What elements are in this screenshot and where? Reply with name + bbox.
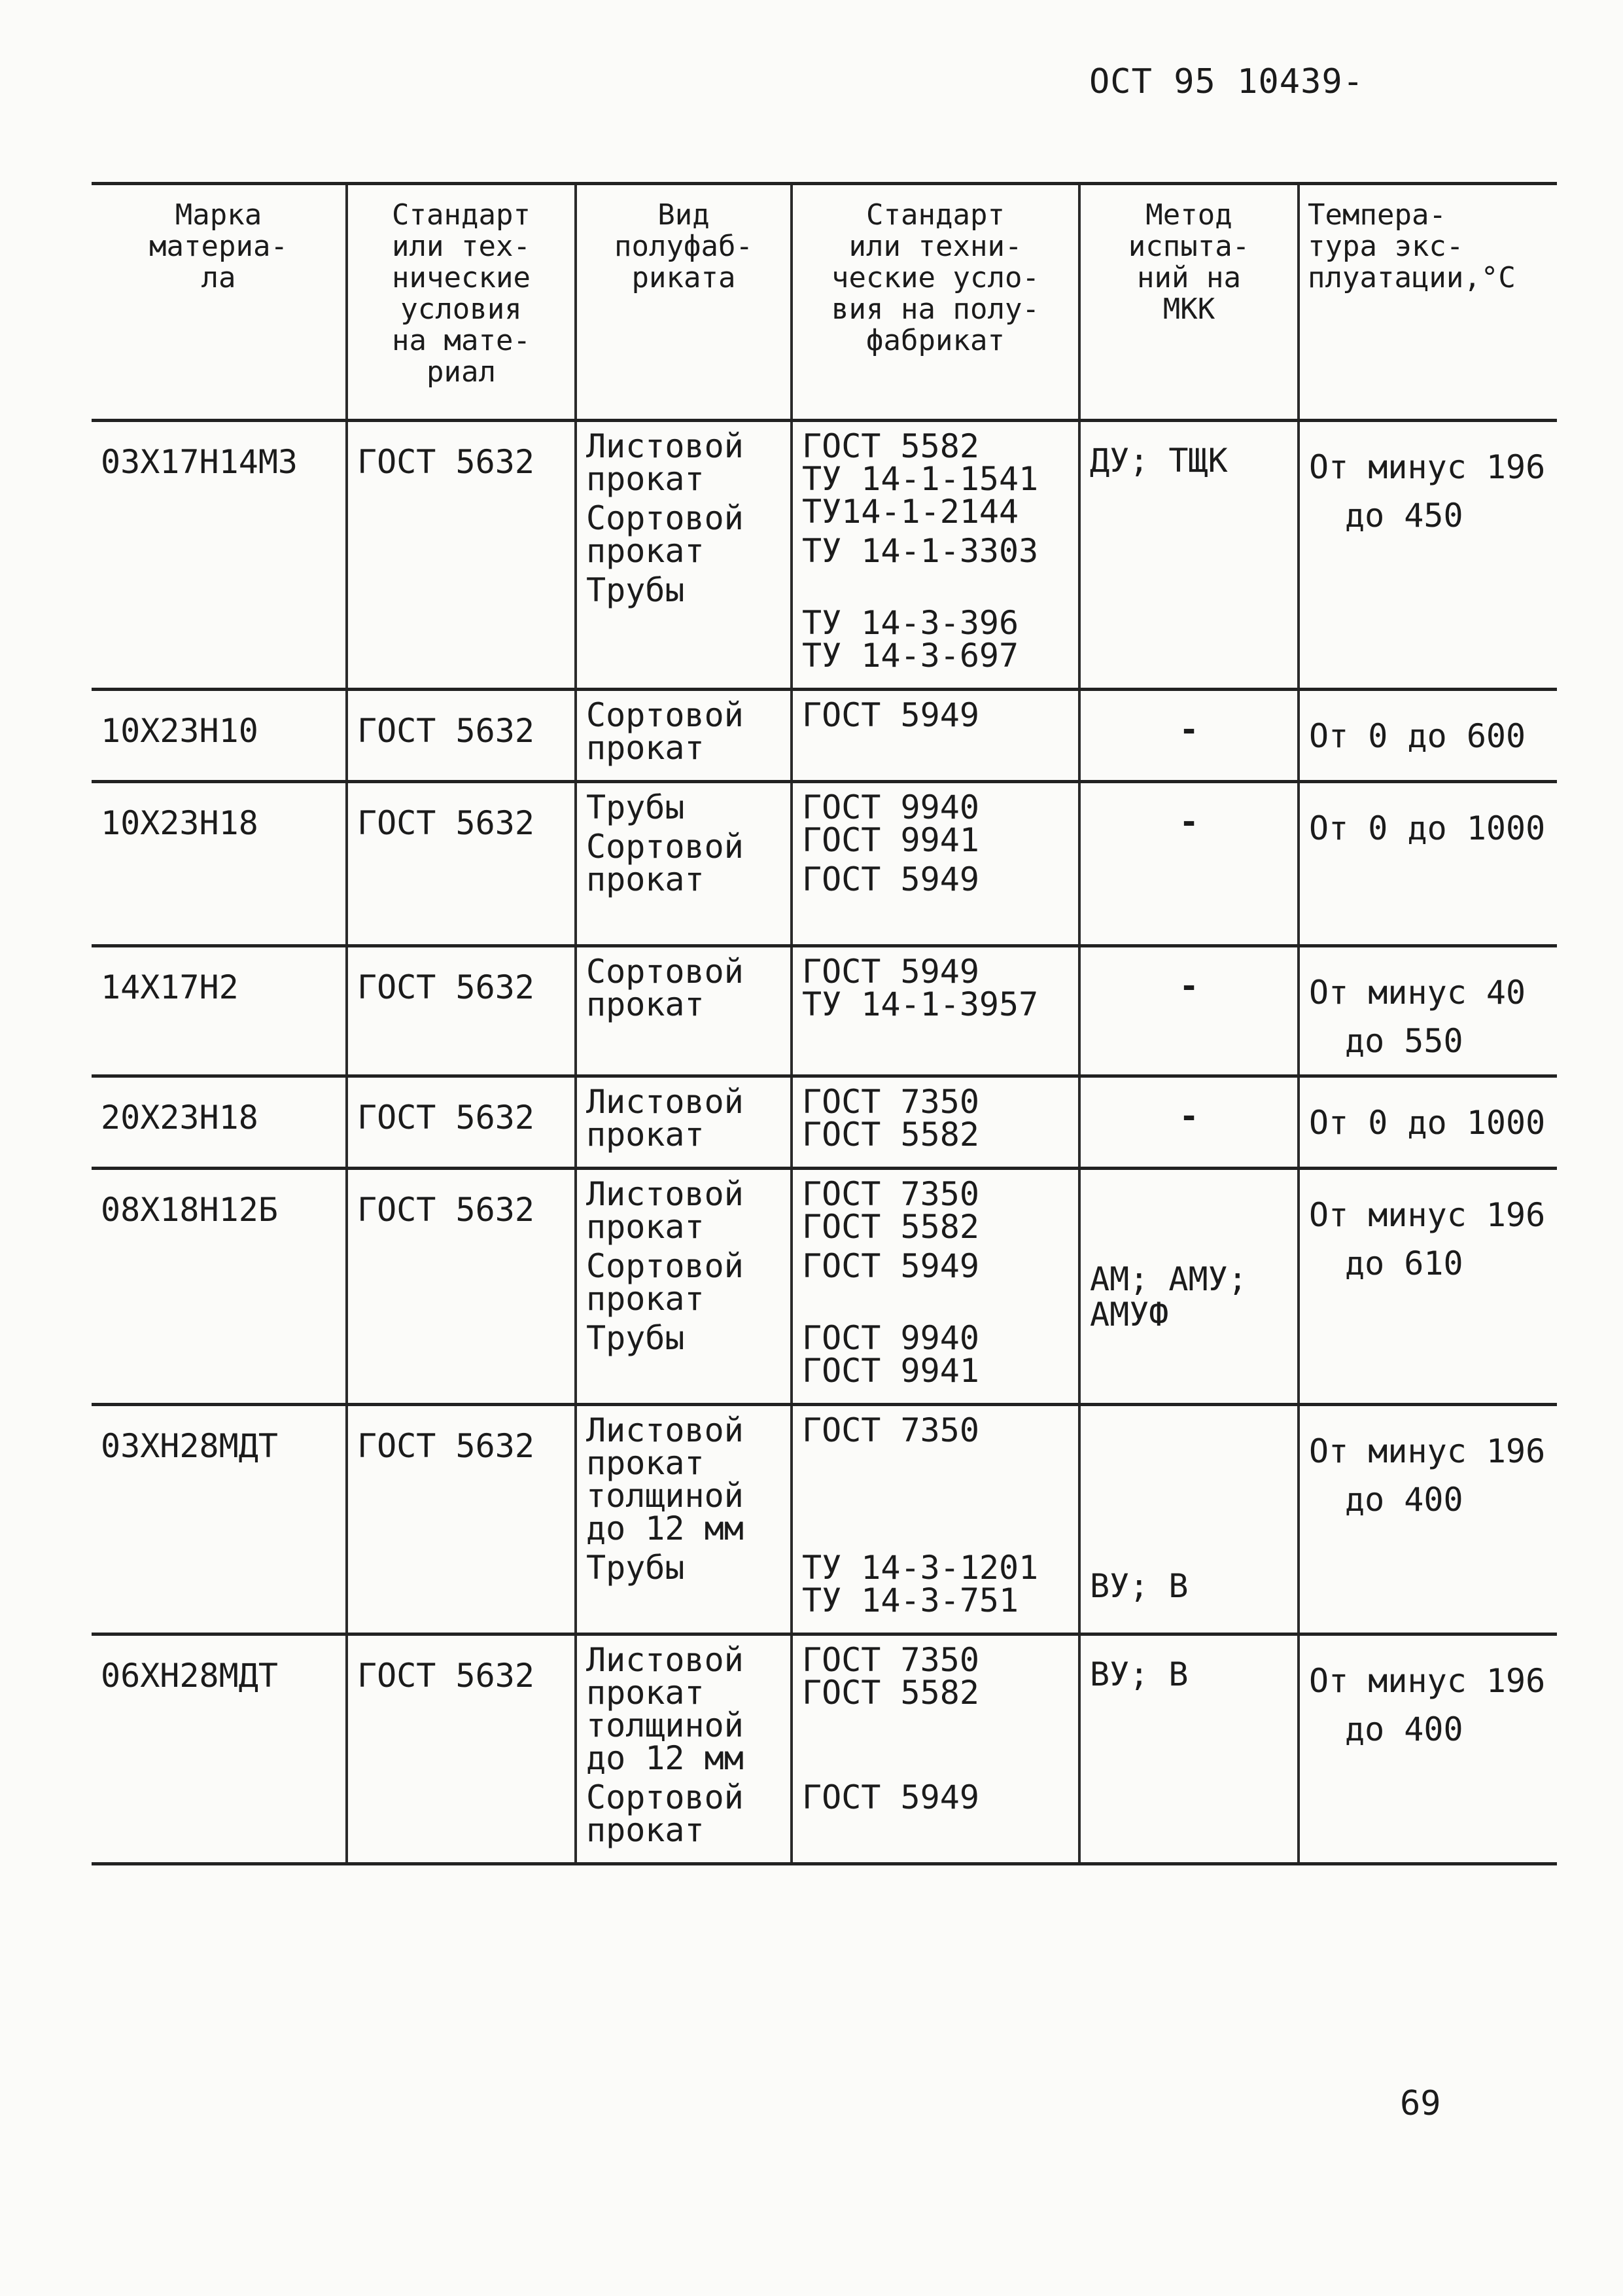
column-header-line: испыта-	[1128, 230, 1250, 263]
product-type-line: Листовой	[586, 1083, 744, 1121]
product-type	[586, 1247, 781, 1318]
temperature-cell	[1299, 421, 1557, 690]
test-method: -	[1179, 803, 1199, 841]
test-methods	[1090, 791, 1288, 839]
spacer	[802, 1742, 1069, 1775]
product-standard-cell	[792, 1405, 1079, 1634]
test-method	[1090, 1226, 1288, 1262]
material-standard: ГОСТ 5632	[357, 443, 534, 481]
test-method-cell	[1079, 1634, 1299, 1864]
product-type	[586, 830, 781, 896]
material-grade: 06ХН28МДТ	[101, 1657, 278, 1695]
table-row	[92, 946, 1557, 1076]
column-header-line: Вид	[657, 198, 710, 232]
test-method	[1090, 1191, 1288, 1226]
product-type-line: толщиной	[586, 1477, 744, 1515]
product-type-line: Листовой	[586, 427, 744, 465]
standard-reference: ОСТ 95 10439-	[1089, 62, 1364, 101]
spacer	[802, 1814, 1069, 1846]
product-standard: ТУ 14-3-396	[802, 604, 1019, 642]
product-standard-cell	[792, 1634, 1079, 1864]
test-method	[1090, 1427, 1288, 1462]
product-type-cell	[576, 690, 792, 782]
grade-cell	[92, 1634, 347, 1864]
temperature-line: От минус 196	[1309, 1662, 1546, 1700]
product-standard-group	[802, 1411, 1069, 1545]
product-type	[586, 1549, 781, 1587]
column-header	[92, 184, 347, 421]
product-type-line: прокат	[586, 1674, 705, 1712]
material-standard: ГОСТ 5632	[357, 712, 534, 750]
column-header-line: ний на	[1137, 261, 1241, 294]
product-standard-cell	[792, 421, 1079, 690]
table-row	[92, 690, 1557, 782]
grade-cell	[92, 782, 347, 946]
materials-table	[92, 182, 1557, 1865]
product-standard-group	[802, 604, 1069, 675]
product-standard: ТУ 14-1-3303	[802, 532, 1039, 570]
table-row	[92, 1169, 1557, 1405]
spacer	[802, 567, 1069, 600]
temperature-cell	[1299, 1405, 1557, 1634]
product-standard-group	[802, 1778, 1069, 1846]
column-header-line: Метод	[1145, 198, 1232, 232]
product-standard: ТУ 14-1-3957	[802, 985, 1039, 1023]
product-type-cell	[576, 1169, 792, 1405]
test-methods	[1090, 1178, 1288, 1332]
product-standard: ТУ 14-3-1201	[802, 1549, 1039, 1587]
material-standard: ГОСТ 5632	[357, 968, 534, 1006]
product-standard-cell	[792, 782, 1079, 946]
test-method: -	[1179, 711, 1199, 749]
column-header	[1079, 184, 1299, 421]
material-grade: 10Х23Н10	[101, 712, 258, 750]
product-type-line: Сортовой	[586, 828, 744, 866]
product-standard: ГОСТ 7350	[802, 1083, 979, 1121]
spacer	[802, 1447, 1069, 1479]
product-type-line: Листовой	[586, 1175, 744, 1213]
material-grade: 14Х17Н2	[101, 968, 239, 1006]
product-type-line: Трубы	[586, 1319, 685, 1357]
product-type-line: прокат	[586, 860, 705, 898]
operating-temperature	[1309, 955, 1548, 1065]
temperature-cell	[1299, 1634, 1557, 1864]
material-standard-cell	[347, 421, 576, 690]
temperature-line: От минус 196	[1309, 448, 1546, 486]
test-method-cell	[1079, 690, 1299, 782]
product-type-cell	[576, 782, 792, 946]
product-type-cell	[576, 1076, 792, 1169]
test-methods	[1090, 699, 1288, 747]
grade-cell	[92, 946, 347, 1076]
product-standard: ТУ 14-3-697	[802, 637, 1019, 675]
grade-cell	[92, 421, 347, 690]
test-method-cell	[1079, 1405, 1299, 1634]
page-number: 69	[1400, 2084, 1441, 2123]
column-header-line: риката	[631, 261, 736, 294]
column-header-line: полуфаб-	[614, 230, 753, 263]
column-header	[576, 184, 792, 421]
product-type-line: Трубы	[586, 788, 685, 826]
column-header-line: на мате-	[392, 324, 531, 357]
product-standard: ГОСТ 5949	[802, 1778, 979, 1816]
product-standard-cell	[792, 690, 1079, 782]
temperature-line: От минус 196	[1309, 1196, 1546, 1234]
product-type	[586, 1641, 781, 1777]
table-row	[92, 1634, 1557, 1864]
product-type	[586, 955, 781, 1021]
test-method: -	[1179, 967, 1199, 1005]
product-standard: ГОСТ 5949	[802, 860, 979, 898]
temperature-line: до 550	[1345, 1022, 1463, 1060]
operating-temperature	[1309, 1178, 1548, 1288]
test-method: ВУ; В	[1090, 1655, 1189, 1693]
product-standard: ГОСТ 7350	[802, 1175, 979, 1213]
product-standard: ГОСТ 5949	[802, 953, 979, 991]
product-standard: ГОСТ 9941	[802, 821, 979, 859]
test-method: АМ; АМУ;	[1090, 1260, 1248, 1298]
material-standard: ГОСТ 5632	[357, 1099, 534, 1137]
product-type	[586, 788, 781, 826]
spacer	[802, 1479, 1069, 1512]
product-standard-cell	[792, 1169, 1079, 1405]
column-header-line: Темпера-	[1308, 198, 1446, 232]
material-standard: ГОСТ 5632	[357, 1427, 534, 1465]
table-body	[92, 421, 1557, 1864]
table-row	[92, 1405, 1557, 1634]
product-standard: ТУ 14-3-751	[802, 1581, 1019, 1619]
temperature-cell	[1299, 782, 1557, 946]
temperature-line: до 400	[1345, 1710, 1463, 1748]
test-methods	[1090, 1414, 1288, 1604]
product-type-line: прокат	[586, 729, 705, 767]
column-header-line: ческие усло-	[831, 261, 1039, 294]
grade-cell	[92, 1405, 347, 1634]
operating-temperature	[1309, 791, 1548, 853]
product-standard: ТУ 14-1-1541	[802, 460, 1039, 498]
product-type	[586, 1175, 781, 1246]
test-methods	[1090, 955, 1288, 1004]
test-method	[1090, 1498, 1288, 1533]
temperature-cell	[1299, 946, 1557, 1076]
product-type-line: Сортовой	[586, 1778, 744, 1816]
temperature-cell	[1299, 1076, 1557, 1169]
operating-temperature	[1309, 1414, 1548, 1524]
product-standard: ГОСТ 9940	[802, 1319, 979, 1357]
product-type	[586, 499, 781, 570]
product-type	[586, 1778, 781, 1849]
test-method: ДУ; ТЩК	[1090, 442, 1228, 480]
test-method: -	[1179, 1097, 1199, 1135]
grade-cell	[92, 690, 347, 782]
test-method-cell	[1079, 1076, 1299, 1169]
test-methods	[1090, 430, 1288, 478]
product-standard: ГОСТ 5582	[802, 1116, 979, 1154]
operating-temperature	[1309, 699, 1548, 760]
table-row	[92, 1076, 1557, 1169]
product-standard: ГОСТ 7350	[802, 1411, 979, 1449]
product-type-line: толщиной	[586, 1706, 744, 1744]
material-standard-cell	[347, 1405, 576, 1634]
material-grade: 03ХН28МДТ	[101, 1427, 278, 1465]
table-row	[92, 782, 1557, 946]
spacer	[802, 1512, 1069, 1545]
product-standard-group	[802, 1083, 1069, 1154]
material-standard: ГОСТ 5632	[357, 1657, 534, 1695]
material-standard-cell	[347, 1169, 576, 1405]
temperature-line: От 0 до 1000	[1309, 1104, 1546, 1142]
product-standard: ГОСТ 9941	[802, 1352, 979, 1390]
test-method-cell	[1079, 421, 1299, 690]
product-type-line: прокат	[586, 1811, 705, 1849]
product-type-line: Листовой	[586, 1411, 744, 1449]
column-header-line: фабрикат	[866, 324, 1005, 357]
material-standard-cell	[347, 946, 576, 1076]
product-standard: ГОСТ 5582	[802, 1674, 979, 1712]
temperature-line: до 610	[1345, 1245, 1463, 1282]
product-type-line: Сортовой	[586, 1247, 744, 1285]
product-type-line: прокат	[586, 985, 705, 1023]
column-header-line: тура экс-	[1308, 230, 1464, 263]
operating-temperature	[1309, 1644, 1548, 1754]
test-methods	[1090, 1086, 1288, 1134]
product-standard: ГОСТ 7350	[802, 1641, 979, 1679]
grade-cell	[92, 1076, 347, 1169]
test-method-cell	[1079, 1169, 1299, 1405]
product-standard: ТУ14-1-2144	[802, 493, 1019, 531]
product-standard: ГОСТ 5582	[802, 1208, 979, 1246]
product-type-line: прокат	[586, 1208, 705, 1246]
column-header-line: вия на полу-	[831, 292, 1039, 326]
material-grade: 10Х23Н18	[101, 804, 258, 842]
product-type-line: прокат	[586, 1280, 705, 1318]
material-grade: 20Х23Н18	[101, 1099, 258, 1137]
column-header-line: Стандарт	[392, 198, 531, 232]
column-header-line: риал	[427, 355, 496, 389]
product-type-line: Сортовой	[586, 696, 744, 734]
temperature-cell	[1299, 690, 1557, 782]
column-header-line: или техни-	[848, 230, 1022, 263]
product-type	[586, 1083, 781, 1154]
material-standard: ГОСТ 5632	[357, 804, 534, 842]
product-type-cell	[576, 946, 792, 1076]
product-standard: ГОСТ 9940	[802, 788, 979, 826]
column-header-line: или тех-	[392, 230, 531, 263]
material-standard-cell	[347, 782, 576, 946]
operating-temperature	[1309, 430, 1548, 540]
spacer	[802, 1709, 1069, 1742]
spacer	[802, 896, 1069, 928]
test-method	[1090, 1462, 1288, 1498]
material-standard: ГОСТ 5632	[357, 1191, 534, 1229]
product-standard-cell	[792, 1076, 1079, 1169]
table-header-row	[92, 184, 1557, 421]
column-header-line: ла	[201, 261, 236, 294]
column-header	[792, 184, 1079, 421]
product-type	[586, 1319, 781, 1357]
product-standard-group	[802, 955, 1069, 1021]
product-standard-group	[802, 1247, 1069, 1315]
product-standard-group	[802, 788, 1069, 859]
product-standard-group	[802, 1175, 1069, 1246]
material-standard-cell	[347, 690, 576, 782]
product-standard-group	[802, 1641, 1069, 1775]
column-header-line: нические	[392, 261, 531, 294]
product-type-line: прокат	[586, 1444, 705, 1482]
material-standard-cell	[347, 1634, 576, 1864]
temperature-line: От минус 196	[1309, 1432, 1546, 1470]
product-standard-cell	[792, 946, 1079, 1076]
product-type	[586, 696, 781, 767]
product-type-line: Трубы	[586, 571, 685, 609]
product-standard-group	[802, 696, 1069, 764]
material-grade: 03Х17Н14М3	[101, 443, 298, 481]
product-type	[586, 427, 781, 498]
product-type	[586, 571, 781, 609]
column-header-line: условия	[400, 292, 522, 326]
product-type-line: до 12 мм	[586, 1510, 744, 1547]
temperature-line: до 450	[1345, 497, 1463, 535]
temperature-line: до 400	[1345, 1481, 1463, 1519]
column-header-line: МКК	[1162, 292, 1215, 326]
product-type-line: Трубы	[586, 1549, 685, 1587]
product-standard-group	[802, 1551, 1069, 1617]
column-header	[1299, 184, 1557, 421]
product-type-cell	[576, 1405, 792, 1634]
test-method-cell	[1079, 946, 1299, 1076]
product-type-line: до 12 мм	[586, 1739, 744, 1777]
table-row	[92, 421, 1557, 690]
test-methods	[1090, 1644, 1288, 1692]
spacer	[802, 732, 1069, 764]
operating-temperature	[1309, 1086, 1548, 1147]
product-standard: ГОСТ 5949	[802, 696, 979, 734]
temperature-line: От минус 40	[1309, 974, 1526, 1012]
test-method-cell	[1079, 782, 1299, 946]
temperature-line: От 0 до 1000	[1309, 809, 1546, 847]
spacer	[802, 1282, 1069, 1315]
column-header-line: Марка	[175, 198, 262, 232]
product-type-line: прокат	[586, 532, 705, 570]
product-type-line: Сортовой	[586, 499, 744, 537]
column-header	[347, 184, 576, 421]
product-standard: ГОСТ 5949	[802, 1247, 979, 1285]
temperature-line: От 0 до 600	[1309, 717, 1526, 755]
test-method	[1090, 1533, 1288, 1568]
column-header-line: Стандарт	[866, 198, 1005, 232]
product-type-line: Листовой	[586, 1641, 744, 1679]
product-standard-group	[802, 1319, 1069, 1390]
material-grade: 08Х18Н12Б	[101, 1191, 278, 1229]
column-header-line: материа-	[149, 230, 288, 263]
test-method: ВУ; В	[1090, 1567, 1189, 1605]
product-type	[586, 1411, 781, 1547]
product-type-cell	[576, 1634, 792, 1864]
product-standard-group	[802, 532, 1069, 600]
product-standard-group	[802, 427, 1069, 531]
product-type-line: прокат	[586, 1116, 705, 1154]
product-standard: ГОСТ 5582	[802, 427, 979, 465]
product-type-line: Сортовой	[586, 953, 744, 991]
grade-cell	[92, 1169, 347, 1405]
product-standard-group	[802, 860, 1069, 928]
temperature-cell	[1299, 1169, 1557, 1405]
test-method: АМУФ	[1090, 1296, 1169, 1333]
product-type-line: прокат	[586, 460, 705, 498]
column-header-line: плуатации,°С	[1308, 261, 1516, 294]
material-standard-cell	[347, 1076, 576, 1169]
product-type-cell	[576, 421, 792, 690]
